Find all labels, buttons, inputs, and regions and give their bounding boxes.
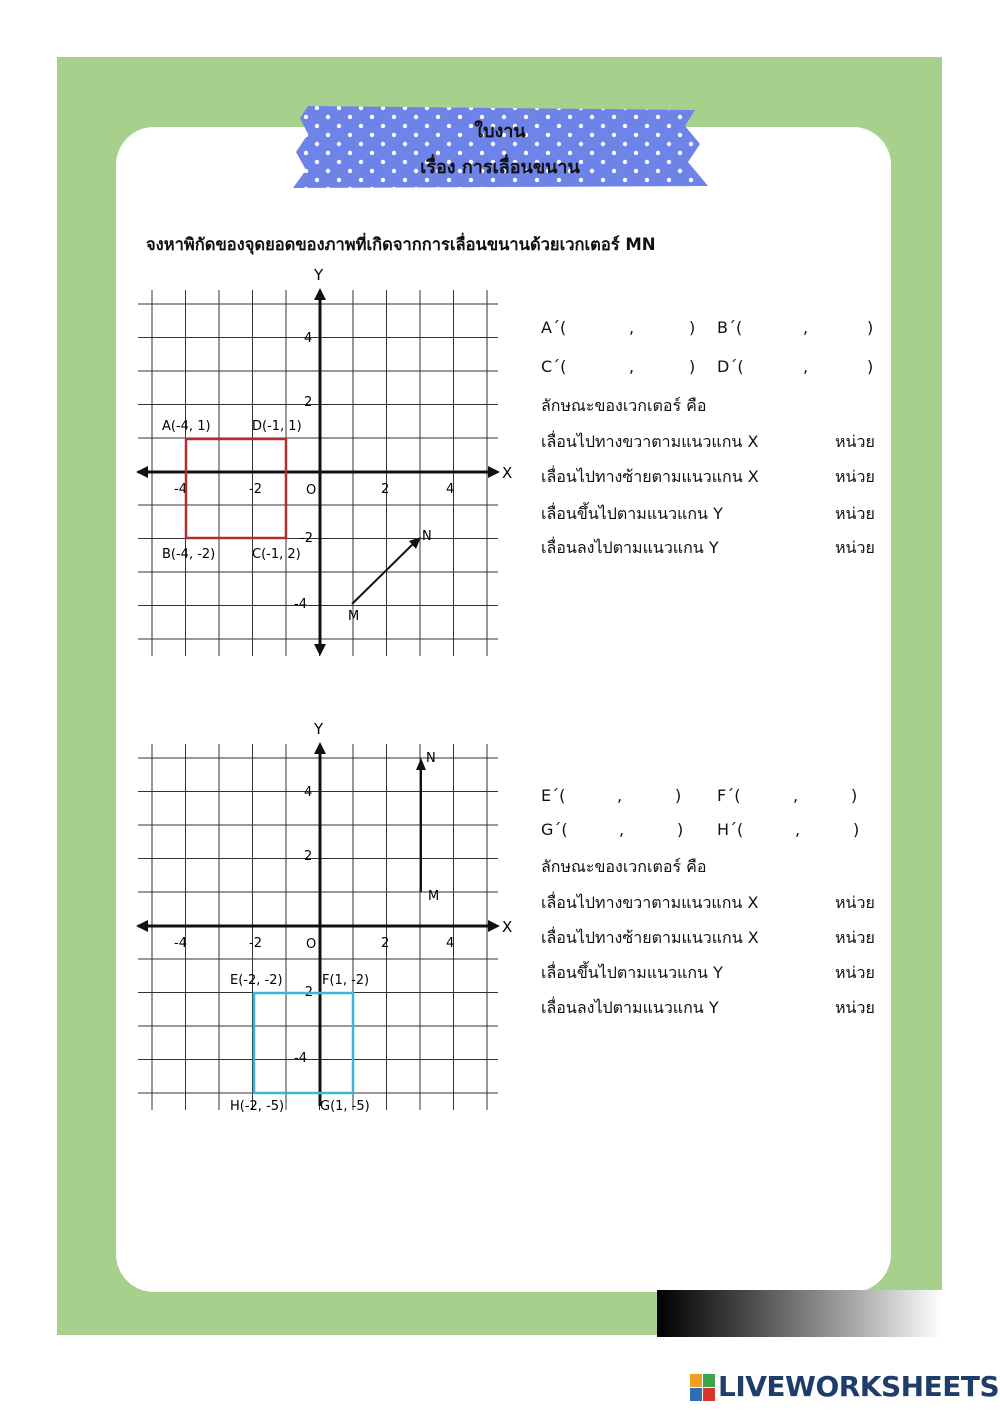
x-axis-arrow-left	[136, 466, 148, 478]
axis-x-label: X	[502, 918, 513, 936]
comma: ,	[803, 357, 809, 376]
y-tick: 4	[304, 331, 313, 346]
point-g-prime: G´(	[541, 820, 568, 839]
x-tick: 2	[381, 936, 390, 951]
comma: ,	[795, 820, 801, 839]
instruction-text: จงหาพิกัดของจุดยอดของภาพที่เกิดจากการเลื่อนขนานด้วยเวกเตอร์ MN	[146, 235, 656, 254]
gradient-bar	[657, 1290, 942, 1337]
x-axis-arrow	[488, 920, 500, 932]
point-a-prime: A´(	[541, 318, 567, 337]
liveworksheets-logo-icon	[690, 1374, 716, 1402]
rectangle-abcd	[186, 439, 286, 538]
comma: ,	[793, 786, 799, 805]
vector-heading: ลักษณะของเวกเตอร์ คือ	[541, 857, 707, 876]
x-axis-arrow	[488, 466, 500, 478]
move-row	[541, 891, 881, 915]
point-d-prime: D´(	[717, 357, 744, 376]
comma: ,	[629, 318, 635, 337]
origin-label: O	[306, 937, 317, 952]
close-paren: )	[853, 820, 860, 839]
move-text: เลื่อนลงไปตามแนวแกน Y	[541, 998, 719, 1017]
point-f-prime: F´(	[717, 786, 741, 805]
y-axis-arrow	[314, 288, 326, 300]
axis-y-label: Y	[314, 266, 324, 284]
label-m: M	[348, 609, 360, 624]
move-row	[541, 961, 881, 985]
point-h-prime: H´(	[717, 820, 744, 839]
y-tick: 4	[304, 785, 313, 800]
move-text: เลื่อนไปทางซ้ายตามแนวแกน X	[541, 467, 759, 486]
label-g: G(1, -5)	[320, 1099, 370, 1114]
vector-heading: ลักษณะของเวกเตอร์ คือ	[541, 396, 707, 415]
close-paren: )	[867, 318, 874, 337]
answer-row-ef	[541, 786, 881, 810]
move-row	[541, 430, 881, 454]
y-tick: 2	[304, 395, 313, 410]
vector-mn	[352, 543, 414, 604]
label-h: H(-2, -5)	[230, 1099, 285, 1114]
label-a: A(-4, 1)	[162, 419, 211, 434]
move-text: เลื่อนไปทางซ้ายตามแนวแกน X	[541, 928, 759, 947]
y-axis-arrow	[314, 742, 326, 754]
worksheet-subtitle: เรื่อง การเลื่อนขนาน	[420, 157, 580, 178]
close-paren: )	[689, 357, 696, 376]
y-tick: -4	[294, 597, 307, 612]
title-banner	[290, 104, 710, 190]
move-row	[541, 996, 881, 1020]
answer-row-ab	[541, 318, 881, 342]
move-row	[541, 926, 881, 950]
move-text: เลื่อนลงไปตามแนวแกน Y	[541, 538, 719, 557]
rectangle-efgh	[254, 993, 353, 1093]
worksheet-title: ใบงาน	[474, 121, 526, 142]
y-axis-arrow-down	[314, 644, 326, 656]
unit-text: หน่วย	[835, 432, 875, 451]
answer-row-gh	[541, 820, 881, 844]
label-b: B(-4, -2)	[162, 547, 216, 562]
y-tick: -4	[294, 1051, 307, 1066]
axis-x-label: X	[502, 464, 513, 482]
move-row	[541, 536, 881, 560]
move-text: เลื่อนไปทางขวาตามแนวแกน X	[541, 893, 759, 912]
unit-text: หน่วย	[835, 928, 875, 947]
x-tick: 4	[446, 482, 455, 497]
label-c: C(-1, 2)	[252, 547, 301, 562]
close-paren: )	[867, 357, 874, 376]
point-b-prime: B´(	[717, 318, 743, 337]
answer-row-cd	[541, 357, 881, 381]
origin-label: O	[306, 483, 317, 498]
move-text: เลื่อนขึ้นไปตามแนวแกน Y	[541, 963, 723, 982]
label-d: D(-1, 1)	[252, 419, 302, 434]
unit-text: หน่วย	[835, 467, 875, 486]
label-n: N	[426, 751, 436, 766]
label-n: N	[422, 529, 432, 544]
vector-mn-arrowhead	[416, 758, 426, 770]
point-c-prime: C´(	[541, 357, 567, 376]
y-tick: 2	[304, 849, 313, 864]
move-row	[541, 465, 881, 489]
x-tick: -4	[174, 936, 187, 951]
unit-text: หน่วย	[835, 504, 875, 523]
comma: ,	[803, 318, 809, 337]
axis-y-label: Y	[314, 720, 324, 738]
brand-text: LIVEWORKSHEETS	[718, 1370, 1000, 1403]
comma: ,	[629, 357, 635, 376]
move-text: เลื่อนไปทางขวาตามแนวแกน X	[541, 432, 759, 451]
y-tick: -2	[300, 985, 313, 1000]
unit-text: หน่วย	[835, 998, 875, 1017]
label-f: F(1, -2)	[322, 973, 370, 988]
close-paren: )	[677, 820, 684, 839]
comma: ,	[617, 786, 623, 805]
x-tick: -2	[249, 482, 262, 497]
close-paren: )	[689, 318, 696, 337]
x-tick: 4	[446, 936, 455, 951]
close-paren: )	[851, 786, 858, 805]
x-tick: -4	[174, 482, 187, 497]
x-tick: -2	[249, 936, 262, 951]
unit-text: หน่วย	[835, 893, 875, 912]
move-text: เลื่อนขึ้นไปตามแนวแกน Y	[541, 504, 723, 523]
label-m: M	[428, 889, 440, 904]
unit-text: หน่วย	[835, 538, 875, 557]
close-paren: )	[675, 786, 682, 805]
move-row	[541, 502, 881, 526]
coordinate-grid-1	[128, 262, 520, 662]
x-tick: 2	[381, 482, 390, 497]
point-e-prime: E´(	[541, 786, 566, 805]
x-axis-arrow-left	[136, 920, 148, 932]
unit-text: หน่วย	[835, 963, 875, 982]
comma: ,	[619, 820, 625, 839]
y-tick: -2	[300, 531, 313, 546]
coordinate-grid-2	[128, 716, 520, 1116]
label-e: E(-2, -2)	[230, 973, 283, 988]
